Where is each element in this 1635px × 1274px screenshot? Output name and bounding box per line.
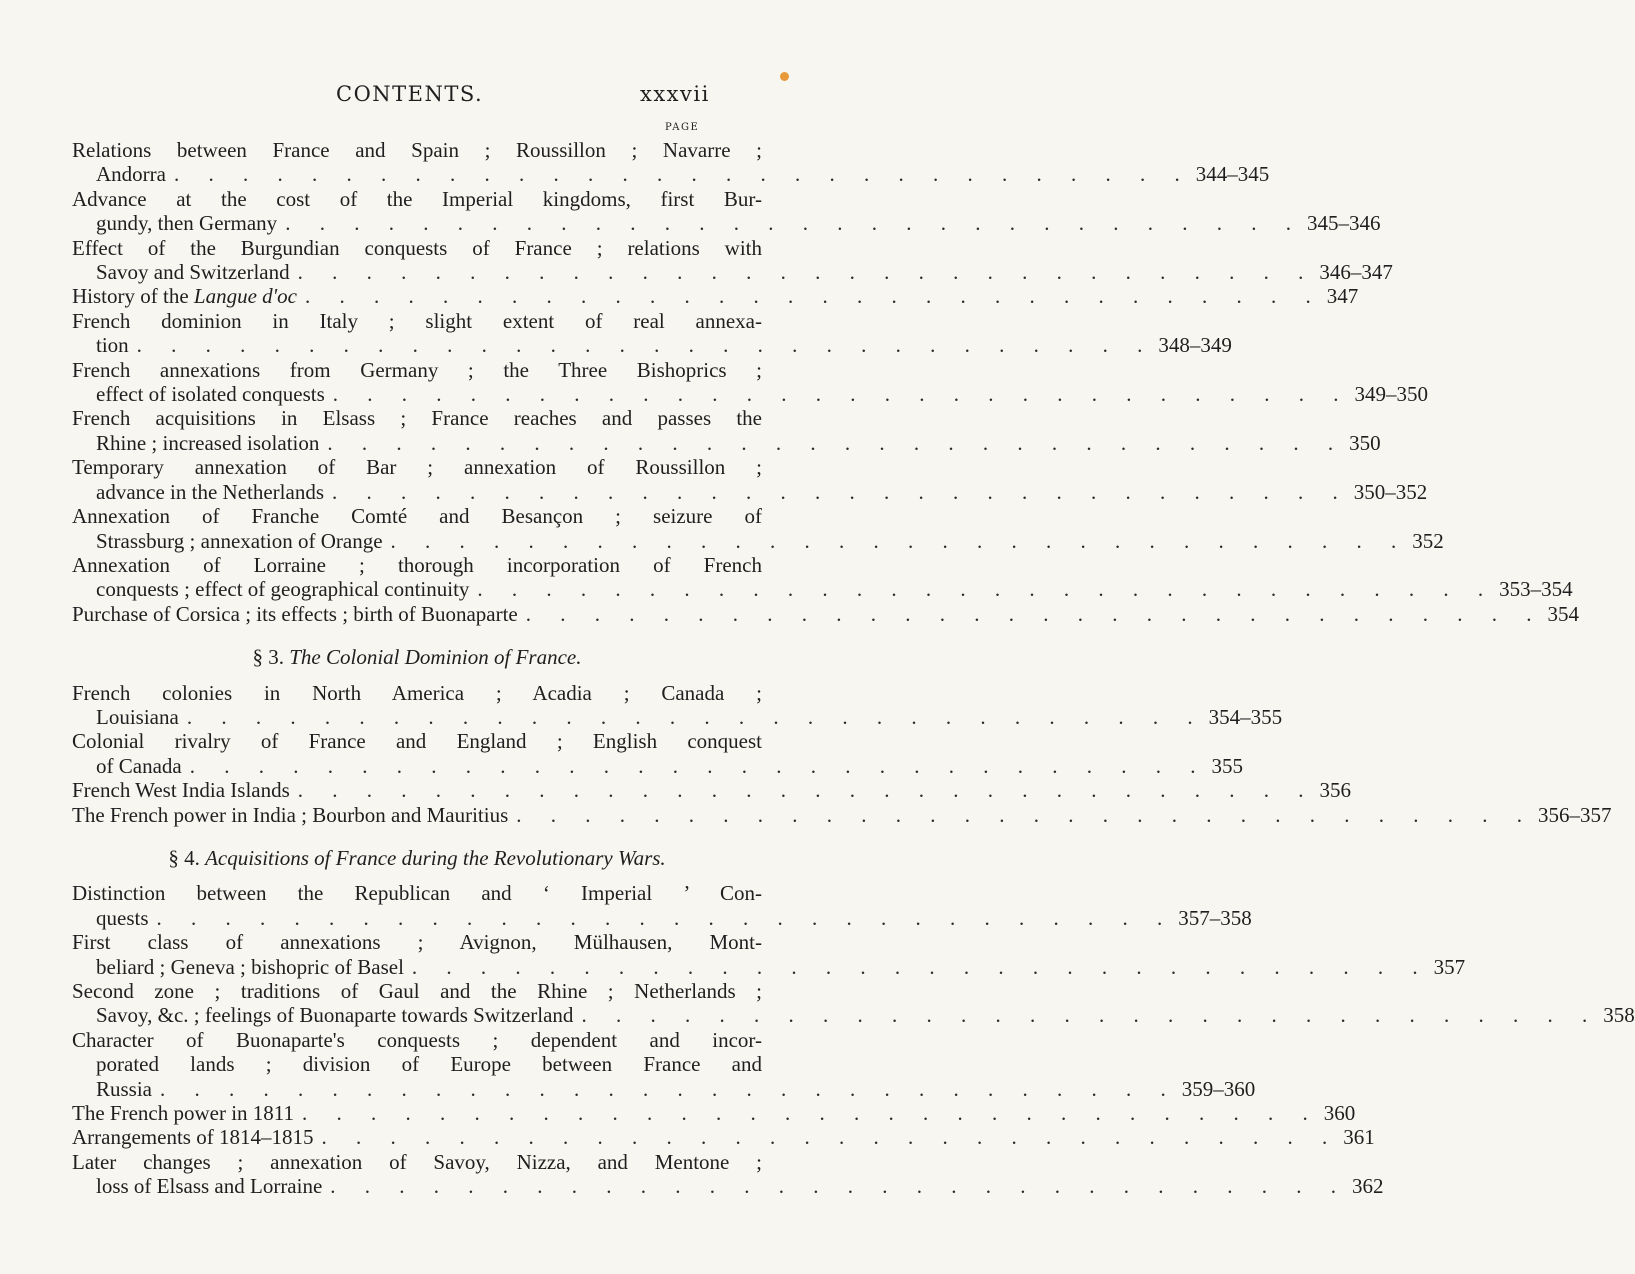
entry-text: effect of isolated conquests bbox=[96, 382, 325, 407]
dot-leader: . . . . . . . . . . . . . . . . . . . . . . . . . . . . . . bbox=[156, 905, 1175, 930]
toc-entry bbox=[72, 186, 1381, 236]
dot-leader: . . . . . . . . . . . . . . . . . . . . . . . . . . . . . . bbox=[525, 601, 1544, 626]
entry-text: Purchase of Corsica ; its effects ; birth of Buonaparte bbox=[72, 601, 518, 626]
entry-text: advance in the Netherlands bbox=[96, 479, 324, 504]
page-ref: 358 bbox=[1603, 1003, 1635, 1028]
dot-leader: . . . . . . . . . . . . . . . . . . . . . . . . . . . . . . bbox=[477, 577, 1496, 602]
toc-entry bbox=[72, 802, 1612, 827]
dot-leader: . . . . . . . . . . . . . . . . . . . . . . . . . . . . . . bbox=[327, 430, 1346, 455]
dot-leader: . . . . . . . . . . . . . . . . . . . . . . . . . . . . . . bbox=[321, 1125, 1340, 1150]
entry-text: French annexations from Germany ; the Three Bishoprics ; bbox=[72, 357, 762, 382]
page-ref: 359–360 bbox=[1181, 1076, 1256, 1101]
entry-text: Second zone ; traditions of Gaul and the Rhine ; Netherlands ; bbox=[72, 979, 762, 1003]
section-title: Acquisitions of France during the Revolutionary Wars. bbox=[205, 845, 666, 870]
entry-text: tion bbox=[96, 333, 129, 358]
toc-entry bbox=[72, 552, 1573, 602]
entry-text: Character of Buonaparte's conquests ; dependent and incor- bbox=[72, 1027, 762, 1052]
entry-text: First class of annexations ; Avignon, Mülhausen, Mont- bbox=[72, 930, 762, 955]
entry-text: Louisiana bbox=[96, 704, 179, 729]
toc-entry bbox=[72, 1027, 1256, 1101]
entry-text: Effect of the Burgundian conquests of France ; relations with bbox=[72, 235, 762, 260]
entry-text: French acquisitions in Elsass ; France reaches and passes the bbox=[72, 406, 762, 431]
dot-leader: . . . . . . . . . . . . . . . . . . . . . . . . . . . . . . bbox=[189, 753, 1208, 778]
toc-entry bbox=[72, 138, 1270, 187]
page-ref: 352 bbox=[1412, 528, 1444, 553]
page-ref: 356 bbox=[1319, 778, 1352, 803]
dot-leader: . . . . . . . . . . . . . . . . . . . . . . . . . . . . . . bbox=[173, 162, 1192, 187]
entry-text: Annexation of Lorraine ; thorough incorporation of French bbox=[72, 552, 762, 577]
toc-entry bbox=[72, 455, 1428, 504]
toc-entry bbox=[72, 680, 1283, 730]
page-ref: 353–354 bbox=[1499, 577, 1573, 602]
dot-leader: . . . . . . . . . . . . . . . . . . . . . . . . . . . . . . bbox=[304, 284, 1323, 309]
entry-text: Andorra bbox=[96, 162, 166, 187]
page-ref: 357 bbox=[1433, 954, 1466, 979]
dot-leader: . . . . . . . . . . . . . . . . . . . . . . . . . . . . . . bbox=[186, 704, 1205, 729]
toc-entry bbox=[72, 729, 1243, 778]
contents-list bbox=[72, 138, 1635, 1199]
toc-entry bbox=[72, 235, 1393, 285]
entries-section-4 bbox=[72, 881, 1635, 1199]
entry-text: French West India Islands bbox=[72, 778, 290, 803]
toc-entry bbox=[72, 357, 1429, 407]
entry-text: Strassburg ; annexation of Orange bbox=[96, 528, 383, 553]
toc-entry bbox=[72, 930, 1466, 979]
page-ref: 348–349 bbox=[1158, 333, 1232, 358]
page-ref: 354–355 bbox=[1208, 704, 1283, 729]
section-number: § 3. bbox=[252, 645, 284, 670]
entry-text: Savoy, &c. ; feelings of Buonaparte towards Switzerland bbox=[96, 1003, 574, 1028]
entry-text: Distinction between the Republican and ‘ Imperial ’ Con- bbox=[72, 881, 762, 906]
entry-text: French dominion in Italy ; slight extent of real annexa- bbox=[72, 308, 762, 333]
dot-leader: . . . . . . . . . . . . . . . . . . . . . . . . . . . . . . bbox=[330, 1174, 1349, 1199]
page-ref: 350 bbox=[1349, 430, 1381, 455]
entry-text: Rhine ; increased isolation bbox=[96, 430, 320, 455]
entry-text: beliard ; Geneva ; bishopric of Basel bbox=[96, 954, 404, 979]
toc-entry bbox=[72, 504, 1444, 553]
dot-leader: . . . . . . . . . . . . . . . . . . . . . . . . . . . . . . bbox=[285, 211, 1303, 236]
entry-text: of Canada bbox=[96, 753, 182, 778]
toc-entry bbox=[72, 284, 1359, 309]
entry-text: Later changes ; annexation of Savoy, Nizza, and Mentone ; bbox=[72, 1149, 762, 1174]
page-ref: 362 bbox=[1352, 1174, 1384, 1199]
page-ref: 360 bbox=[1323, 1101, 1356, 1126]
toc-entry bbox=[72, 308, 1232, 358]
toc-entry bbox=[72, 778, 1352, 803]
running-head-title: CONTENTS. bbox=[336, 82, 484, 106]
toc-entry bbox=[72, 1125, 1375, 1150]
entry-text: loss of Elsass and Lorraine bbox=[96, 1174, 323, 1199]
entry-text: Colonial rivalry of France and England ; English conquest bbox=[72, 729, 762, 754]
entry-text: gundy, then Germany bbox=[96, 211, 278, 236]
entry-text: Russia bbox=[96, 1076, 153, 1101]
entries-section-2 bbox=[72, 138, 1579, 626]
toc-entry bbox=[72, 881, 1252, 930]
entry-text: quests bbox=[96, 905, 149, 930]
dot-leader: . . . . . . . . . . . . . . . . . . . . . . . . . . . . . . bbox=[297, 260, 1316, 285]
page-ref: 347 bbox=[1326, 284, 1359, 309]
page-number-roman: xxxvii bbox=[640, 82, 710, 106]
toc-entry bbox=[72, 1149, 1384, 1199]
ink-smudge bbox=[780, 72, 789, 81]
entry-text: The French power in India ; Bourbon and Mauritius bbox=[72, 802, 509, 827]
toc-entry bbox=[72, 1101, 1356, 1126]
page-ref: 350–352 bbox=[1353, 479, 1428, 504]
dot-leader: . . . . . . . . . . . . . . . . . . . . . . . . . . . . . . bbox=[332, 382, 1351, 407]
page-ref: 346–347 bbox=[1319, 260, 1393, 285]
section-title: The Colonial Dominion of France. bbox=[289, 645, 582, 670]
page-ref: 349–350 bbox=[1354, 382, 1429, 407]
section-number: § 4. bbox=[168, 845, 200, 870]
entry-text: The French power in 1811 bbox=[72, 1101, 294, 1126]
entry-text: Relations between France and Spain ; Roussillon ; Navarre ; bbox=[72, 138, 762, 162]
page-column-label: PAGE bbox=[665, 122, 700, 133]
page-ref: 345–346 bbox=[1306, 211, 1381, 236]
section-heading-3 bbox=[72, 645, 762, 669]
dot-leader: . . . . . . . . . . . . . . . . . . . . . . . . . . . . . . bbox=[160, 1076, 1178, 1101]
dot-leader: . . . . . . . . . . . . . . . . . . . . . . . . . . . . . . bbox=[411, 954, 1430, 979]
dot-leader: . . . . . . . . . . . . . . . . . . . . . . . . . . . . . . bbox=[516, 802, 1534, 827]
dot-leader: . . . . . . . . . . . . . . . . . . . . . . . . . . . . . . bbox=[332, 479, 1350, 504]
dot-leader: . . . . . . . . . . . . . . . . . . . . . . . . . . . . . . bbox=[390, 528, 1409, 553]
entry-text: Temporary annexation of Bar ; annexation of Roussillon ; bbox=[72, 455, 762, 480]
entry-text: porated lands ; division of Europe between France and bbox=[96, 1052, 762, 1077]
dot-leader: . . . . . . . . . . . . . . . . . . . . . . . . . . . . . . bbox=[136, 333, 1155, 358]
entries-section-3 bbox=[72, 680, 1612, 827]
section-heading-4 bbox=[72, 846, 762, 870]
entry-text: Annexation of Franche Comté and Besançon ; seizure of bbox=[72, 504, 762, 529]
page-ref: 354 bbox=[1547, 601, 1579, 626]
toc-entry bbox=[72, 979, 1635, 1028]
entry-text: Savoy and Switzerland bbox=[96, 260, 290, 285]
page-ref: 356–357 bbox=[1538, 802, 1612, 827]
page-ref: 361 bbox=[1343, 1125, 1375, 1150]
dot-leader: . . . . . . . . . . . . . . . . . . . . . . . . . . . . . . bbox=[302, 1101, 1320, 1126]
page-ref: 357–358 bbox=[1178, 905, 1252, 930]
page-ref: 344–345 bbox=[1195, 162, 1270, 187]
entry-text: conquests ; effect of geographical continuity bbox=[96, 577, 470, 602]
entry-text: Advance at the cost of the Imperial kingdoms, first Bur- bbox=[72, 186, 762, 211]
page-ref: 355 bbox=[1211, 753, 1243, 778]
entry-text: History of the Langue d'oc bbox=[72, 284, 297, 309]
toc-entry bbox=[72, 406, 1381, 455]
entry-text: Arrangements of 1814–1815 bbox=[72, 1125, 314, 1150]
dot-leader: . . . . . . . . . . . . . . . . . . . . . . . . . . . . . . bbox=[297, 778, 1316, 803]
toc-entry bbox=[72, 601, 1579, 626]
running-head bbox=[0, 82, 801, 112]
dot-leader: . . . . . . . . . . . . . . . . . . . . . . . . . . . . . . bbox=[581, 1003, 1600, 1028]
entry-text: French colonies in North America ; Acadia ; Canada ; bbox=[72, 680, 762, 705]
